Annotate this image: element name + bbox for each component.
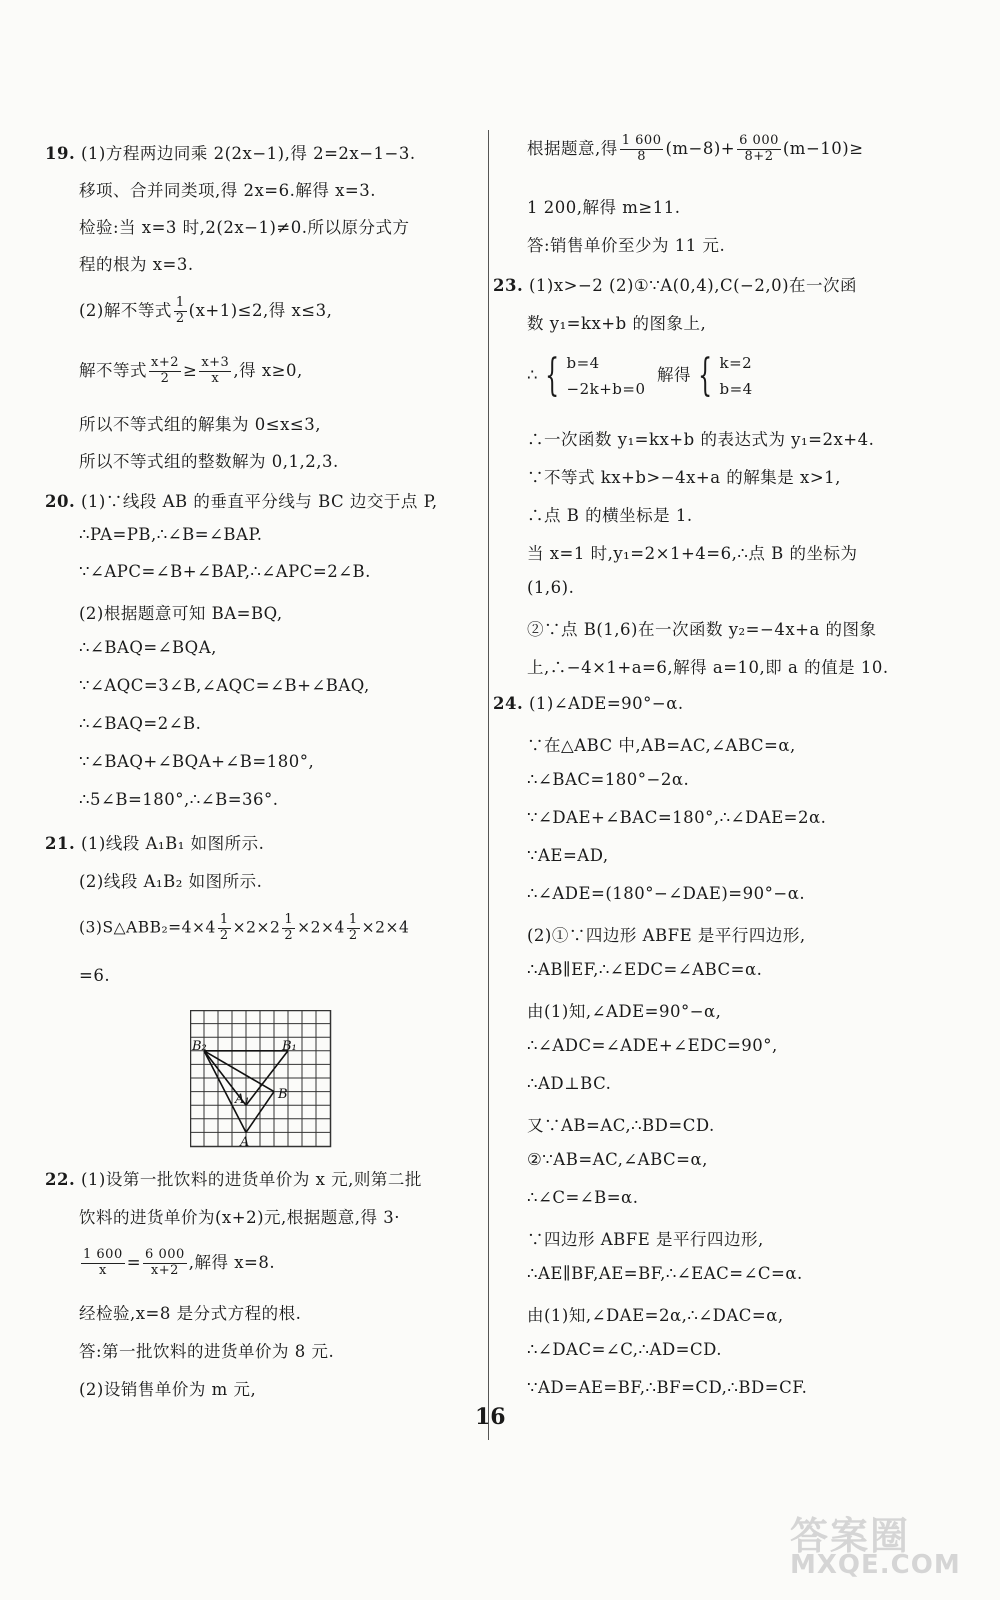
q24-line-7: (2)①∵四边形 ABFE 是平行四边形, <box>527 926 806 945</box>
q20-line-8: ∵∠BAQ+∠BQA+∠B=180°, <box>79 752 315 771</box>
grid-lines <box>190 1010 331 1147</box>
fraction: $\frac{1}{2}$ <box>219 912 229 943</box>
q23-line-6: ∴点 B 的横坐标是 1. <box>527 506 693 525</box>
q20-line-1 <box>45 488 438 512</box>
q24-line-17: 由(1)知,∠DAE=2α,∴∠DAC=α, <box>527 1306 784 1325</box>
q19-text-5b: (x+1)≤2,得 x≤3, <box>188 300 333 320</box>
q22-cont-line-1: 根据题意,得 $\frac{1 600}{8}$ (m−8)+ $\frac{6 000}{8+2}$ (m−10)≥ <box>527 133 864 164</box>
q21-line-1 <box>45 830 264 854</box>
fraction: $\frac{1}{2}$ <box>175 295 185 326</box>
q24-line-9: 由(1)知,∠ADE=90°−α, <box>527 1002 722 1021</box>
q19-line-3: 检验:当 x=3 时,2(2x−1)≠0.所以原分式方 <box>79 218 410 237</box>
q24-line-5: ∵AE=AD, <box>527 846 609 865</box>
q19-line-4: 程的根为 x=3. <box>79 255 194 274</box>
q22-text-1: (1)设第一批饮料的进货单价为 x 元,则第二批 <box>80 1170 422 1189</box>
q24-line-14: ∴∠C=∠B=α. <box>527 1188 639 1207</box>
q21-line-4: =6. <box>79 966 111 985</box>
fraction: $\frac{6 000}{x+2}$ <box>145 1247 185 1278</box>
q20-number: 20. <box>45 492 76 511</box>
q23-line-2: 数 y₁=kx+b 的图象上, <box>527 314 707 333</box>
q19-line-6: 解不等式 $\frac{x+2}{2}$ ≥ $\frac{x+3}{x}$ ,得 x≥0, <box>79 355 303 386</box>
q24-line-1 <box>493 694 684 713</box>
q19-line-2: 移项、合并同类项,得 2x=6.解得 x=3. <box>79 181 376 200</box>
q20-line-7: ∴∠BAQ=2∠B. <box>79 714 202 733</box>
q23-line-4: ∴一次函数 y₁=kx+b 的表达式为 y₁=2x+4. <box>527 430 875 449</box>
q21-line-3: (3)S△ABB₂=4×4 $\frac{1}{2}$ ×2×2 $\frac{1}{2}$ ×2×4 $\frac{1}{2}$ ×2×4 <box>79 912 410 943</box>
equation-system: b=4 −2k+b=0 <box>566 354 646 398</box>
q21-line-2: (2)线段 A₁B₂ 如图所示. <box>79 872 263 891</box>
fraction: $\frac{6 000}{8+2}$ <box>739 133 779 164</box>
q24-line-10: ∴∠ADC=∠ADE+∠EDC=90°, <box>527 1036 778 1055</box>
q19-line-7: 所以不等式组的解集为 0≤x≤3, <box>79 415 321 434</box>
q20-line-2: ∴PA=PB,∴∠B=∠BAP. <box>79 525 263 544</box>
column-divider <box>488 130 489 1440</box>
q22-cont-line-3: 答:销售单价至少为 11 元. <box>527 236 726 255</box>
q24-line-2: ∵在△ABC 中,AB=AC,∠ABC=α, <box>527 736 796 755</box>
q23-text-1: (1)x>−2 (2)①∵A(0,4),C(−2,0)在一次函 <box>528 276 858 295</box>
q24-line-8: ∴AB∥EF,∴∠EDC=∠ABC=α. <box>527 960 763 979</box>
watermark-url: MXQE.COM <box>790 1550 961 1580</box>
q24-line-4: ∵∠DAE+∠BAC=180°,∴∠DAE=2α. <box>527 808 827 827</box>
q24-line-15: ∵四边形 ABFE 是平行四边形, <box>527 1230 764 1249</box>
q22-line-2: 饮料的进货单价为(x+2)元,根据题意,得 3· <box>79 1208 400 1227</box>
q23-line-1 <box>493 272 857 296</box>
q24-line-18: ∴∠DAC=∠C,∴AD=CD. <box>527 1340 723 1359</box>
q22-line-4: 经检验,x=8 是分式方程的根. <box>79 1304 302 1323</box>
q22-line-5: 答:第一批饮料的进货单价为 8 元. <box>79 1342 335 1361</box>
page-number: 16 <box>475 1404 506 1430</box>
q24-line-19: ∵AD=AE=BF,∴BF=CD,∴BD=CF. <box>527 1378 808 1397</box>
fraction: $\frac{x+2}{2}$ <box>151 355 179 386</box>
q23-number: 23. <box>493 276 524 295</box>
q19-text-5a: (2)解不等式 <box>79 300 172 320</box>
q22-line-1 <box>45 1166 422 1190</box>
q21-grid-figure <box>190 1010 335 1150</box>
label-b1: B₁ <box>282 1039 297 1054</box>
q22-line-6: (2)设销售单价为 m 元, <box>79 1380 257 1399</box>
q22-line-3: $\frac{1 600}{x}$ = $\frac{6 000}{x+2}$ ,解得 x=8. <box>83 1247 276 1278</box>
watermark-logo: 答案圈 <box>790 1514 911 1558</box>
q24-text-1: (1)∠ADE=90°−α. <box>528 694 684 713</box>
solution-system: k=2 b=4 <box>719 354 753 398</box>
q19-text-1: (1)方程两边同乘 2(2x−1),得 2=2x−1−3. <box>80 144 416 163</box>
fraction: $\frac{1}{2}$ <box>348 912 358 943</box>
q19-line-5 <box>79 296 332 327</box>
q23-line-5: ∵不等式 kx+b>−4x+a 的解集是 x>1, <box>527 468 841 487</box>
q19-number: 19. <box>45 144 76 163</box>
label-a: A <box>240 1135 250 1150</box>
fraction: $\frac{1 600}{8}$ <box>621 133 662 164</box>
q23-line-9: ②∵点 B(1,6)在一次函数 y₂=−4x+a 的图象 <box>527 620 877 639</box>
brace-left: { <box>545 350 560 401</box>
q20-line-6: ∵∠AQC=3∠B,∠AQC=∠B+∠BAQ, <box>79 676 370 695</box>
label-b2: B₂ <box>192 1039 207 1054</box>
q20-line-9: ∴5∠B=180°,∴∠B=36°. <box>79 790 279 809</box>
q21-text-1: (1)线段 A₁B₁ 如图所示. <box>80 834 265 853</box>
fraction: $\frac{1}{2}$ <box>284 912 294 943</box>
q24-line-13: ②∵AB=AC,∠ABC=α, <box>527 1150 708 1169</box>
q24-line-3: ∴∠BAC=180°−2α. <box>527 770 690 789</box>
q23-line-3-system: ∴ { b=4 −2k+b=0 解得 { k=2 b=4 <box>527 350 753 401</box>
q19-line-1 <box>45 140 416 164</box>
fraction: $\frac{1 600}{x}$ <box>83 1247 123 1278</box>
label-b: B <box>278 1087 288 1102</box>
brace-left: { <box>698 350 713 401</box>
q20-line-4: (2)根据题意可知 BA=BQ, <box>79 604 283 623</box>
q22-number: 22. <box>45 1170 76 1189</box>
q20-line-3: ∵∠APC=∠B+∠BAP,∴∠APC=2∠B. <box>79 562 371 581</box>
q23-line-10: 上,∴−4×1+a=6,解得 a=10,即 a 的值是 10. <box>527 658 889 677</box>
q24-line-16: ∴AE∥BF,AE=BF,∴∠EAC=∠C=α. <box>527 1264 803 1283</box>
fraction: $\frac{x+3}{x}$ <box>201 355 230 386</box>
q24-number: 24. <box>493 694 524 713</box>
q22-cont-line-2: 1 200,解得 m≥11. <box>527 198 681 217</box>
q19-text-6b: ,得 x≥0, <box>233 360 303 380</box>
q23-line-8: (1,6). <box>527 578 575 597</box>
q19-text-6a: 解不等式 <box>79 360 147 380</box>
q19-line-8: 所以不等式组的整数解为 0,1,2,3. <box>79 452 339 471</box>
label-a1: A₁ <box>235 1092 250 1107</box>
q24-line-11: ∴AD⊥BC. <box>527 1074 612 1093</box>
q20-line-5: ∴∠BAQ=∠BQA, <box>79 638 217 657</box>
q24-line-6: ∴∠ADE=(180°−∠DAE)=90°−α. <box>527 884 806 903</box>
q24-line-12: 又∵AB=AC,∴BD=CD. <box>527 1116 715 1135</box>
q20-text-1: (1)∵线段 AB 的垂直平分线与 BC 边交于点 P, <box>80 492 438 511</box>
q23-line-7: 当 x=1 时,y₁=2×1+4=6,∴点 B 的坐标为 <box>527 544 858 563</box>
q21-number: 21. <box>45 834 76 853</box>
